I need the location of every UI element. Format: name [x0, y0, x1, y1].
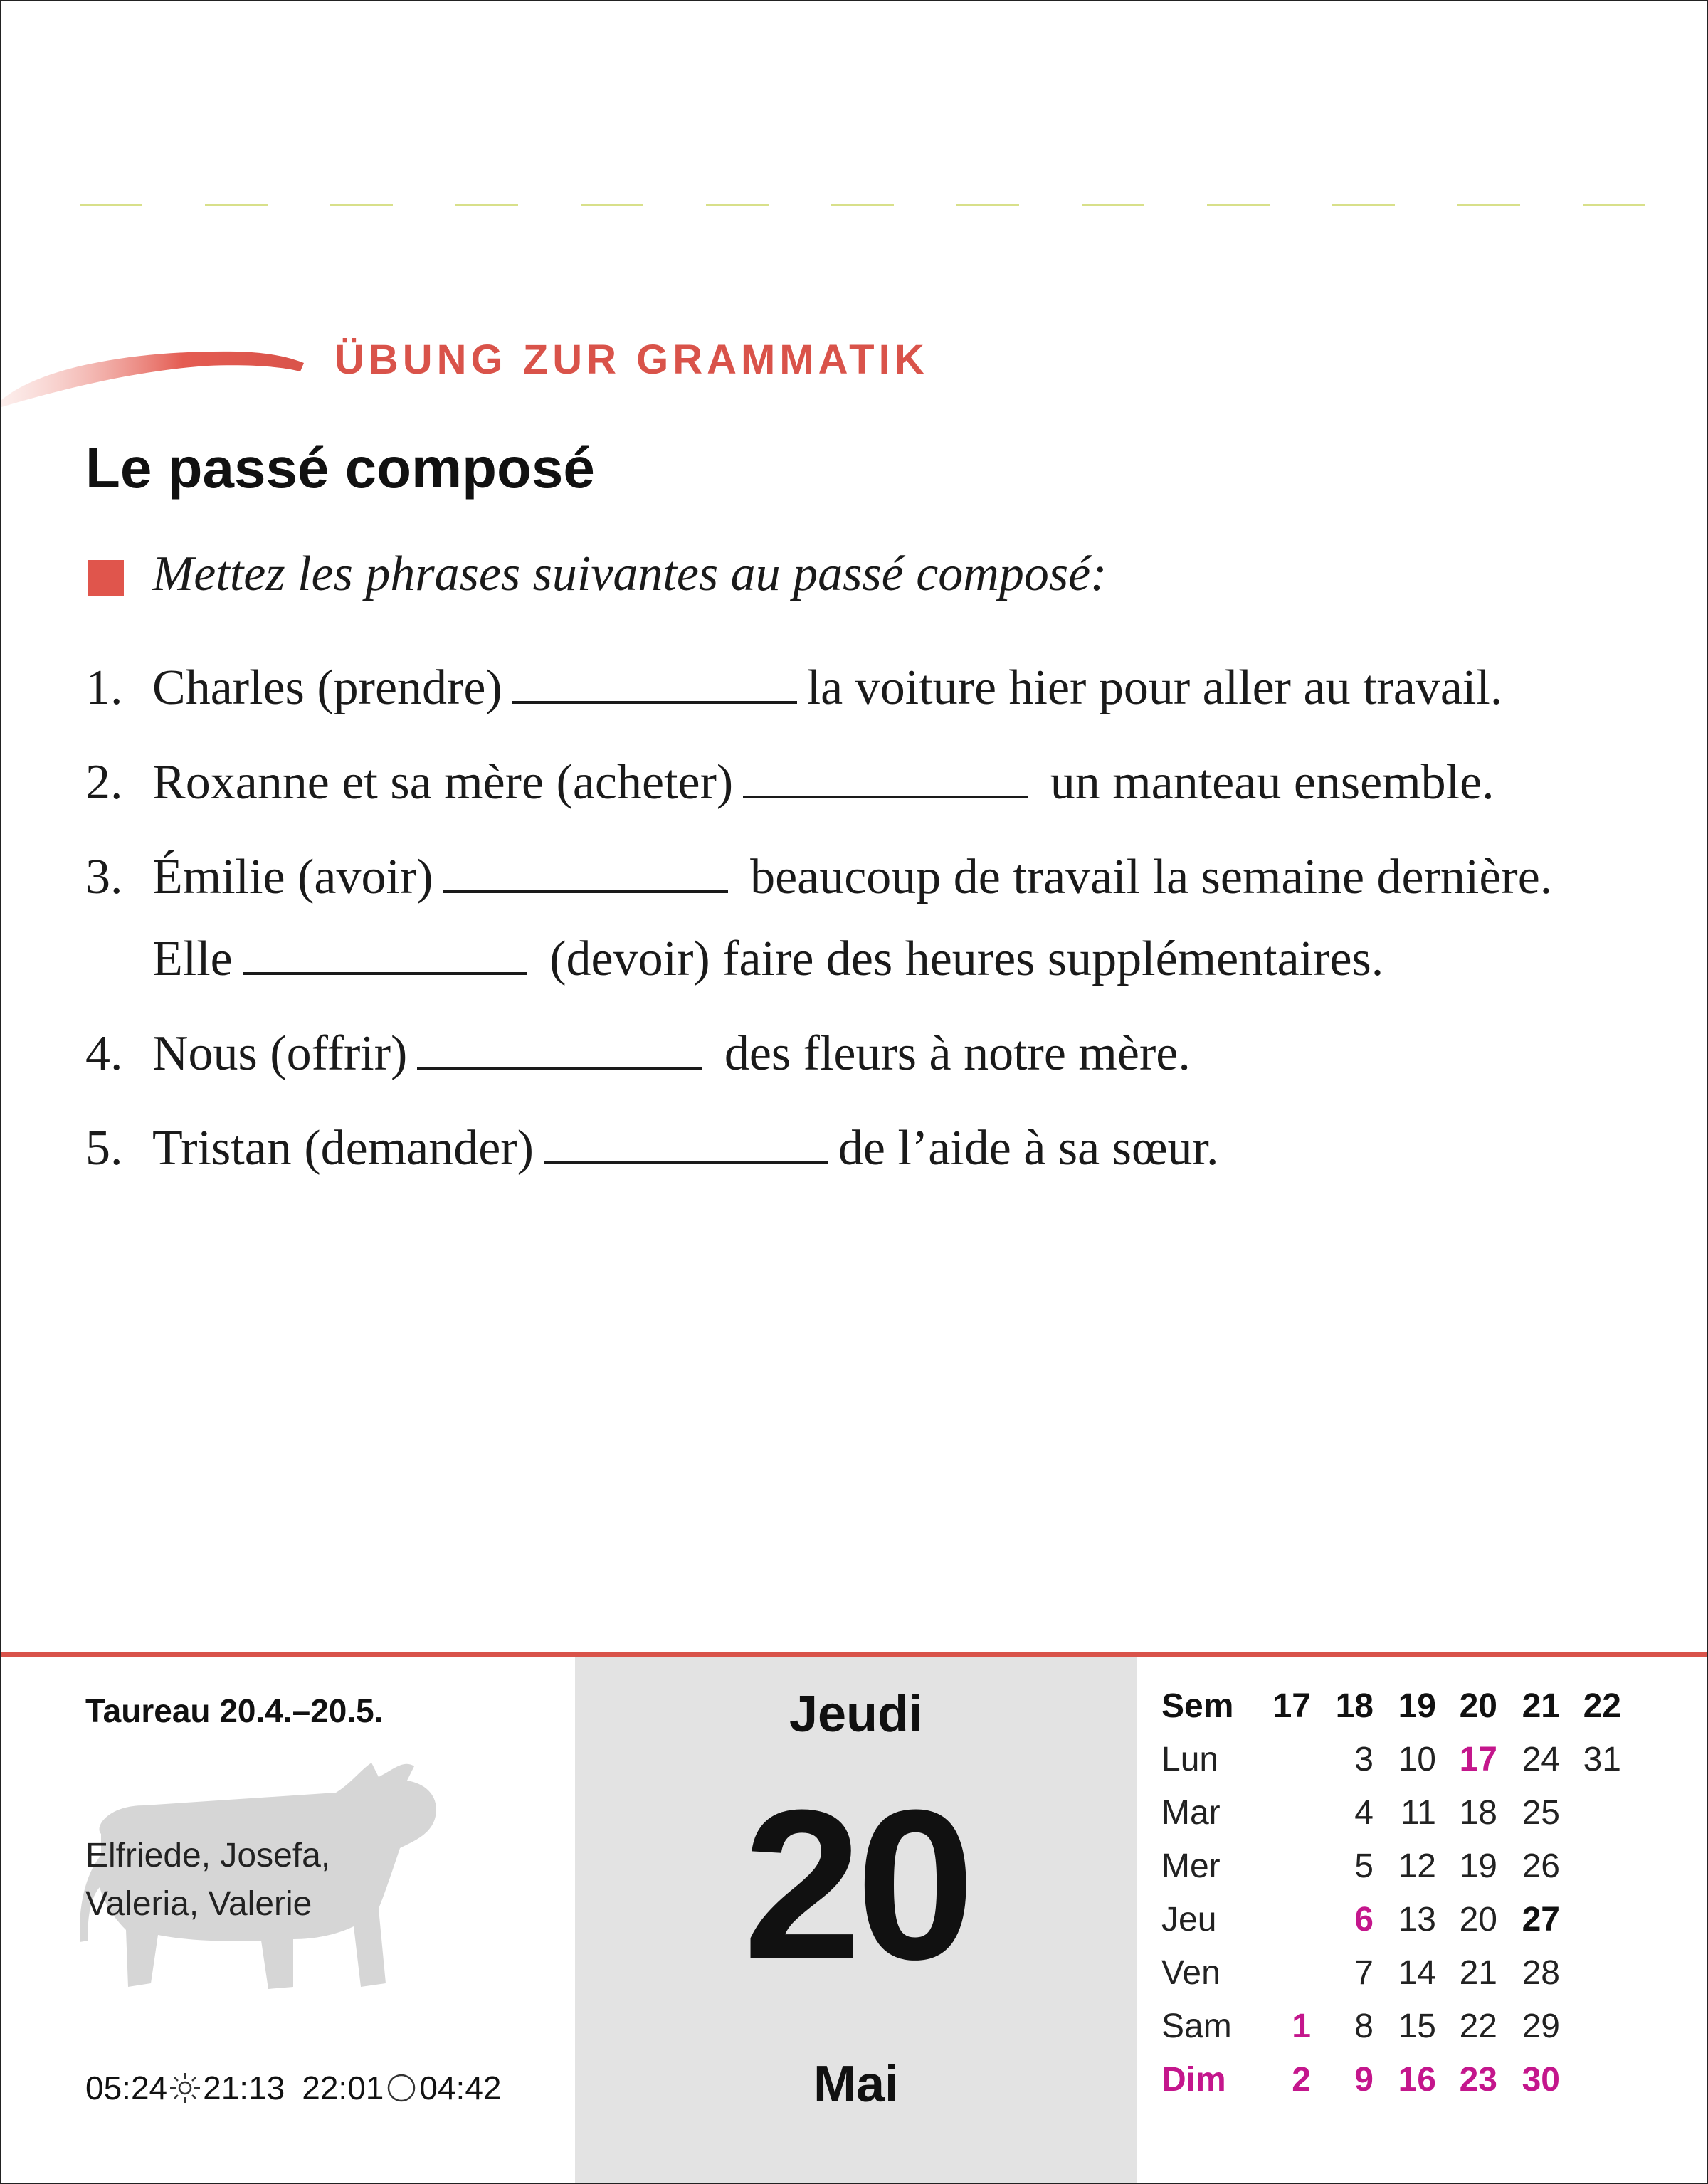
- exercise-item: [85, 754, 1651, 849]
- calendar-date: 2: [1292, 2061, 1311, 2099]
- calendar-date: 15: [1398, 2008, 1436, 2045]
- calendar-date: 4: [1354, 1794, 1374, 1832]
- calendar-week-number: 20: [1459, 1687, 1497, 1725]
- month: Mai: [813, 2056, 900, 2113]
- exercise-list: [85, 660, 1651, 1215]
- exercise-number: 5.: [85, 1121, 123, 1176]
- calendar-date: 17: [1459, 1741, 1497, 1778]
- calendar-week-number: 19: [1398, 1687, 1436, 1725]
- calendar-week-number: 18: [1335, 1687, 1374, 1725]
- date-panel: [575, 1657, 1137, 2184]
- calendar-date: 26: [1522, 1847, 1560, 1885]
- exercise-prompt: Elle: [152, 932, 233, 986]
- exercise-rest: (devoir) faire des heures supplémentaires.: [549, 932, 1384, 986]
- calendar-date: 12: [1398, 1847, 1436, 1885]
- bullet-square-icon: [88, 560, 124, 596]
- exercise-item-continuation: [85, 931, 1651, 1025]
- calendar-day-label: Sam: [1161, 2008, 1232, 2045]
- calendar-date: 20: [1459, 1901, 1497, 1938]
- calendar-day-label: Lun: [1161, 1741, 1219, 1778]
- calendar-week-label: Sem: [1161, 1687, 1234, 1725]
- name-days: [85, 1832, 330, 1929]
- answer-blank[interactable]: [443, 849, 728, 893]
- calendar-date: 14: [1398, 1954, 1436, 1992]
- name-days-line: Valeria, Valerie: [85, 1885, 312, 1923]
- calendar-date: 31: [1583, 1741, 1621, 1778]
- instruction-text: Mettez les phrases suivantes au passé composé:: [152, 547, 1107, 601]
- calendar-date: 19: [1459, 1847, 1497, 1885]
- calendar-date: 25: [1522, 1794, 1560, 1832]
- day-number: 20: [743, 1765, 969, 2004]
- exercise-rest: des fleurs à notre mère.: [724, 1026, 1191, 1081]
- calendar-date: 28: [1522, 1954, 1560, 1992]
- calendar-date: 5: [1354, 1847, 1374, 1885]
- sun-moon-times: [85, 2069, 502, 2107]
- exercise-number: 3.: [85, 850, 123, 904]
- exercise-rest: un manteau ensemble.: [1050, 755, 1494, 810]
- answer-blank[interactable]: [544, 1120, 828, 1164]
- answer-blank[interactable]: [512, 660, 797, 704]
- exercise-prompt: Charles (prendre): [152, 660, 502, 715]
- exercise-number: 1.: [85, 660, 123, 715]
- exercise-prompt: Nous (offrir): [152, 1026, 408, 1081]
- calendar-date: 18: [1459, 1794, 1497, 1832]
- calendar-date: 11: [1401, 1794, 1436, 1832]
- calendar-date: 6: [1354, 1901, 1374, 1938]
- exercise-prompt: Roxanne et sa mère (acheter): [152, 755, 734, 810]
- calendar-date: 23: [1459, 2061, 1497, 2099]
- answer-blank[interactable]: [743, 754, 1028, 798]
- calendar-date: 21: [1459, 1954, 1497, 1992]
- calendar-week-number: 17: [1272, 1687, 1311, 1725]
- calendar-date: 24: [1522, 1741, 1560, 1778]
- calendar-date: 3: [1354, 1741, 1374, 1778]
- sunrise-time: 05:24: [85, 2069, 168, 2106]
- moon-icon: [385, 2072, 418, 2104]
- zodiac-sign: Taureau 20.4.–20.5.: [85, 1692, 384, 1729]
- calendar-day-label: Mar: [1161, 1794, 1221, 1832]
- exercise-number: 4.: [85, 1026, 123, 1081]
- calendar-date: 30: [1522, 2061, 1560, 2099]
- calendar-date: 9: [1354, 2061, 1374, 2099]
- calendar-week-number: 21: [1522, 1687, 1560, 1725]
- answer-blank[interactable]: [417, 1025, 702, 1070]
- moonset-time: 04:42: [419, 2069, 502, 2106]
- calendar-day-label: Jeu: [1161, 1901, 1217, 1938]
- exercise-item: [85, 1025, 1651, 1120]
- perforation-line: [1, 201, 1708, 209]
- calendar-date: 8: [1354, 2008, 1374, 2045]
- calendar-date: 22: [1459, 2008, 1497, 2045]
- calendar-day-label: Dim: [1161, 2061, 1226, 2099]
- moonrise-time: 22:01: [302, 2069, 384, 2106]
- swoosh-banner-icon: [1, 336, 315, 414]
- exercise-item: [85, 849, 1651, 931]
- calendar-date: 7: [1354, 1954, 1374, 1992]
- calendar-date: 10: [1398, 1741, 1436, 1778]
- exercise-prompt: Tristan (demander): [152, 1121, 534, 1176]
- page-title: Le passé composé: [85, 436, 595, 500]
- sunset-time: 21:13: [203, 2069, 285, 2106]
- exercise-rest: beaucoup de travail la semaine dernière.: [750, 850, 1553, 904]
- calendar-date: 13: [1398, 1901, 1436, 1938]
- calendar-week-number: 22: [1583, 1687, 1621, 1725]
- answer-blank[interactable]: [243, 931, 527, 975]
- exercise-item: [85, 660, 1651, 754]
- section-label: ÜBUNG ZUR GRAMMATIK: [334, 337, 929, 383]
- calendar-day-label: Mer: [1161, 1847, 1221, 1885]
- calendar-date: 16: [1398, 2061, 1436, 2099]
- calendar-day-label: Ven: [1161, 1954, 1221, 1992]
- exercise-number: 2.: [85, 755, 123, 810]
- exercise-rest: de l’aide à sa sœur.: [838, 1121, 1219, 1176]
- calendar-date: 29: [1522, 2008, 1560, 2045]
- sun-icon: [169, 2072, 201, 2104]
- exercise-rest: la voiture hier pour aller au travail.: [806, 660, 1503, 715]
- exercise-item: [85, 1120, 1651, 1215]
- calendar-date: 27: [1522, 1901, 1560, 1938]
- weekday: Jeudi: [789, 1686, 924, 1743]
- exercise-prompt: Émilie (avoir): [152, 850, 433, 904]
- calendar-date: 1: [1292, 2008, 1311, 2045]
- name-days-line: Elfriede, Josefa,: [85, 1837, 331, 1874]
